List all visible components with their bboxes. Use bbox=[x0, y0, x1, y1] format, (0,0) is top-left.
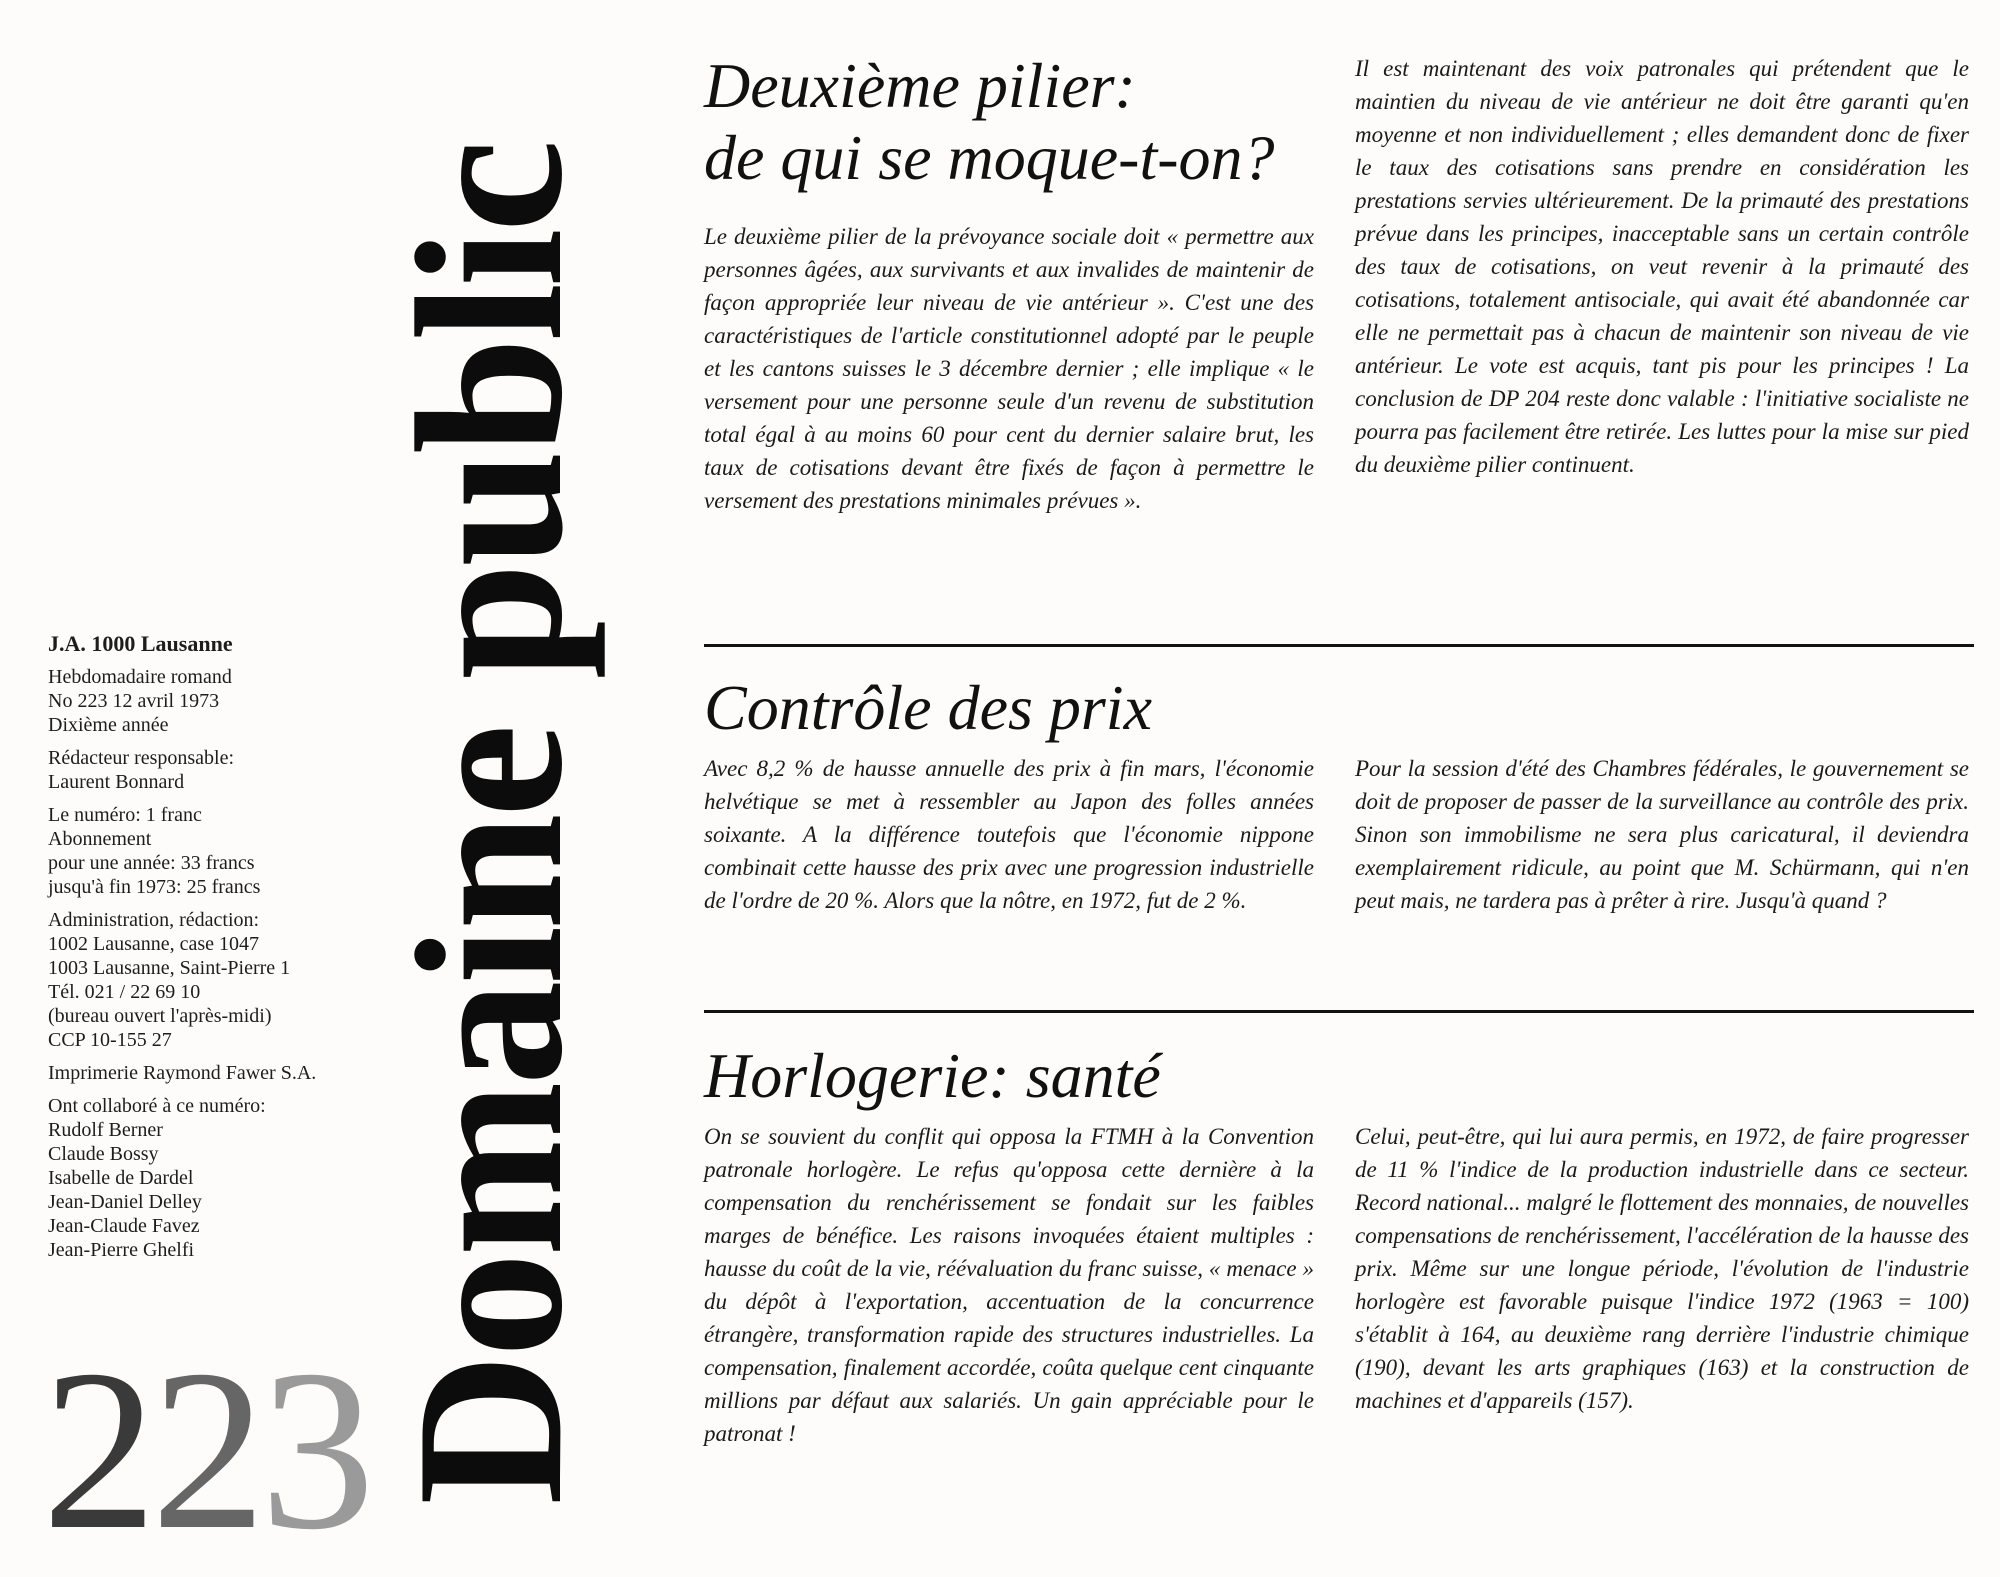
article-body-left: Avec 8,2 % de hausse annuelle des prix à fin mars, l'économie helvétique se met à ressembler au Japon des folles années soixante. A la différence toutefois que l'économie nippone combinait cette hausse des prix avec une progression industrielle de l'ordre de 20 %. Alors que la nôtre, en 1972, fut de 2 %. bbox=[704, 756, 1314, 913]
masthead-title: Domaine public bbox=[374, 143, 606, 1505]
contributors-heading: Ont collaboré à ce numéro: bbox=[48, 1095, 266, 1117]
headline-line: Deuxième pilier: bbox=[704, 50, 1136, 121]
price-line: jusqu'à fin 1973: 25 francs bbox=[48, 876, 261, 898]
contributor-name: Jean-Claude Favez bbox=[48, 1215, 200, 1237]
price-line: Abonnement bbox=[48, 828, 152, 850]
postal-address: J.A. 1000 Lausanne bbox=[48, 631, 233, 656]
admin-info bbox=[48, 908, 408, 1052]
issue-number-digit: 2 bbox=[42, 1322, 151, 1577]
contributors-list bbox=[48, 1094, 408, 1262]
contributor-name: Jean-Pierre Ghelfi bbox=[48, 1239, 195, 1261]
contributor-name: Claude Bossy bbox=[48, 1143, 159, 1165]
article-headline bbox=[704, 1040, 1161, 1112]
article-headline bbox=[704, 672, 1152, 744]
admin-line: 1002 Lausanne, case 1047 bbox=[48, 933, 260, 955]
editor-name: Laurent Bonnard bbox=[48, 771, 185, 793]
headline-line: Horlogerie: santé bbox=[704, 1040, 1161, 1111]
editor-label: Rédacteur responsable: bbox=[48, 747, 235, 769]
issue-number-digit: 3 bbox=[260, 1322, 369, 1577]
publication-year-line: Dixième année bbox=[48, 714, 169, 736]
publication-info bbox=[48, 665, 408, 737]
article-body-left: On se souvient du conflit qui opposa la FTMH à la Convention patronale horlogère. Le refus qu'opposa cette dernière à la compensation du renchérissement se fondait sur les faibles marges de bénéfice. Les raisons invoquées étaient multiples : hausse du coût de la vie, réévaluation du franc suisse, « menace » du dépôt à l'exportation, accentuation de la concurrence étrangère, transformation rapide des structures industrielles. La compensation, finalement accordée, coûta quelque cent cinquante millions par défaut aux salariés. Un gain appréciable pour le patronat ! bbox=[704, 1124, 1314, 1446]
section-divider bbox=[704, 1010, 1974, 1013]
headline-line: de qui se moque-t-on? bbox=[704, 122, 1275, 193]
article-body-right: Pour la session d'été des Chambres fédérales, le gouvernement se doit de proposer de passer de la surveillance au contrôle des prix. Sinon son immobilisme ne sera plus caricatural, il deviendra exemplairement ridicule, au point que M. Schürmann, qui n'en peut mais, ne tardera pas à prêter à rire. Jusqu'à quand ? bbox=[1355, 756, 1969, 913]
price-line: pour une année: 33 francs bbox=[48, 852, 255, 874]
issue-date-line: No 223 12 avril 1973 bbox=[48, 690, 220, 712]
admin-line: 1003 Lausanne, Saint-Pierre 1 bbox=[48, 957, 291, 979]
admin-line: Tél. 021 / 22 69 10 bbox=[48, 981, 201, 1003]
editor-info bbox=[48, 746, 408, 794]
admin-line: (bureau ouvert l'après-midi) bbox=[48, 1005, 272, 1027]
issue-number bbox=[42, 1322, 369, 1577]
issue-number-digit: 2 bbox=[151, 1322, 260, 1577]
publication-line: Hebdomadaire romand bbox=[48, 666, 232, 688]
printer-info: Imprimerie Raymond Fawer S.A. bbox=[48, 1062, 317, 1084]
article-body-left: Le deuxième pilier de la prévoyance sociale doit « permettre aux personnes âgées, aux survivants et aux invalides de maintenir de façon appropriée leur niveau de vie antérieur ». C'est une des caractéristiques de l'article constitutionnel adopté par le peuple et les cantons suisses le 3 décembre dernier ; elle implique « le versement pour une personne seule d'un revenu de substitution total égal à au moins 60 pour cent du dernier salaire brut, les taux de cotisations devant être fixés de façon à permettre le versement des prestations minimales prévues ». bbox=[704, 224, 1314, 513]
article-body-right: Celui, peut-être, qui lui aura permis, en 1972, de faire progresser de 11 % l'indice de la production industrielle dans ce secteur. Record national... malgré le flottement des monnaies, de nouvelles compensations de renchérissement, l'accélération de la hausse des prix. Même sur une longue période, l'évolution de l'industrie horlogère est favorable puisque l'indice 1972 (1963 = 100) s'établit à 164, au deuxième rang derrière l'industrie chimique (190), devant les arts graphiques (163) et la construction de machines et d'appareils (157). bbox=[1355, 1124, 1969, 1413]
admin-line: CCP 10-155 27 bbox=[48, 1029, 172, 1051]
section-divider bbox=[704, 644, 1974, 647]
contributor-name: Isabelle de Dardel bbox=[48, 1167, 194, 1189]
admin-line: Administration, rédaction: bbox=[48, 909, 260, 931]
imprint-sidebar bbox=[48, 632, 408, 1271]
article-body-right: Il est maintenant des voix patronales qui prétendent que le maintien du niveau de vie antérieur ne doit être garanti qu'en moyenne et non individuellement ; elles demandent donc de fixer le taux des cotisations sans prendre en considération les prestations servies ultérieurement. De la primauté des prestations prévue dans les principes, inacceptable sans un certain contrôle des taux de cotisations, on veut revenir à la primauté des cotisations, totalement antisociale, qui avait été abandonnée car elle ne permettait pas à chacun de maintenir son niveau de vie antérieur. Le vote est acquis, tant pis pour les principes ! La conclusion de DP 204 reste donc valable : l'initiative socialiste ne pourra pas facilement être retirée. Les luttes pour la mise sur pied du deuxième pilier continuent. bbox=[1355, 56, 1969, 477]
contributor-name: Jean-Daniel Delley bbox=[48, 1191, 202, 1213]
headline-line: Contrôle des prix bbox=[704, 672, 1152, 743]
article-headline bbox=[704, 50, 1275, 194]
price-info bbox=[48, 803, 408, 899]
price-line: Le numéro: 1 franc bbox=[48, 804, 202, 826]
contributor-name: Rudolf Berner bbox=[48, 1119, 163, 1141]
